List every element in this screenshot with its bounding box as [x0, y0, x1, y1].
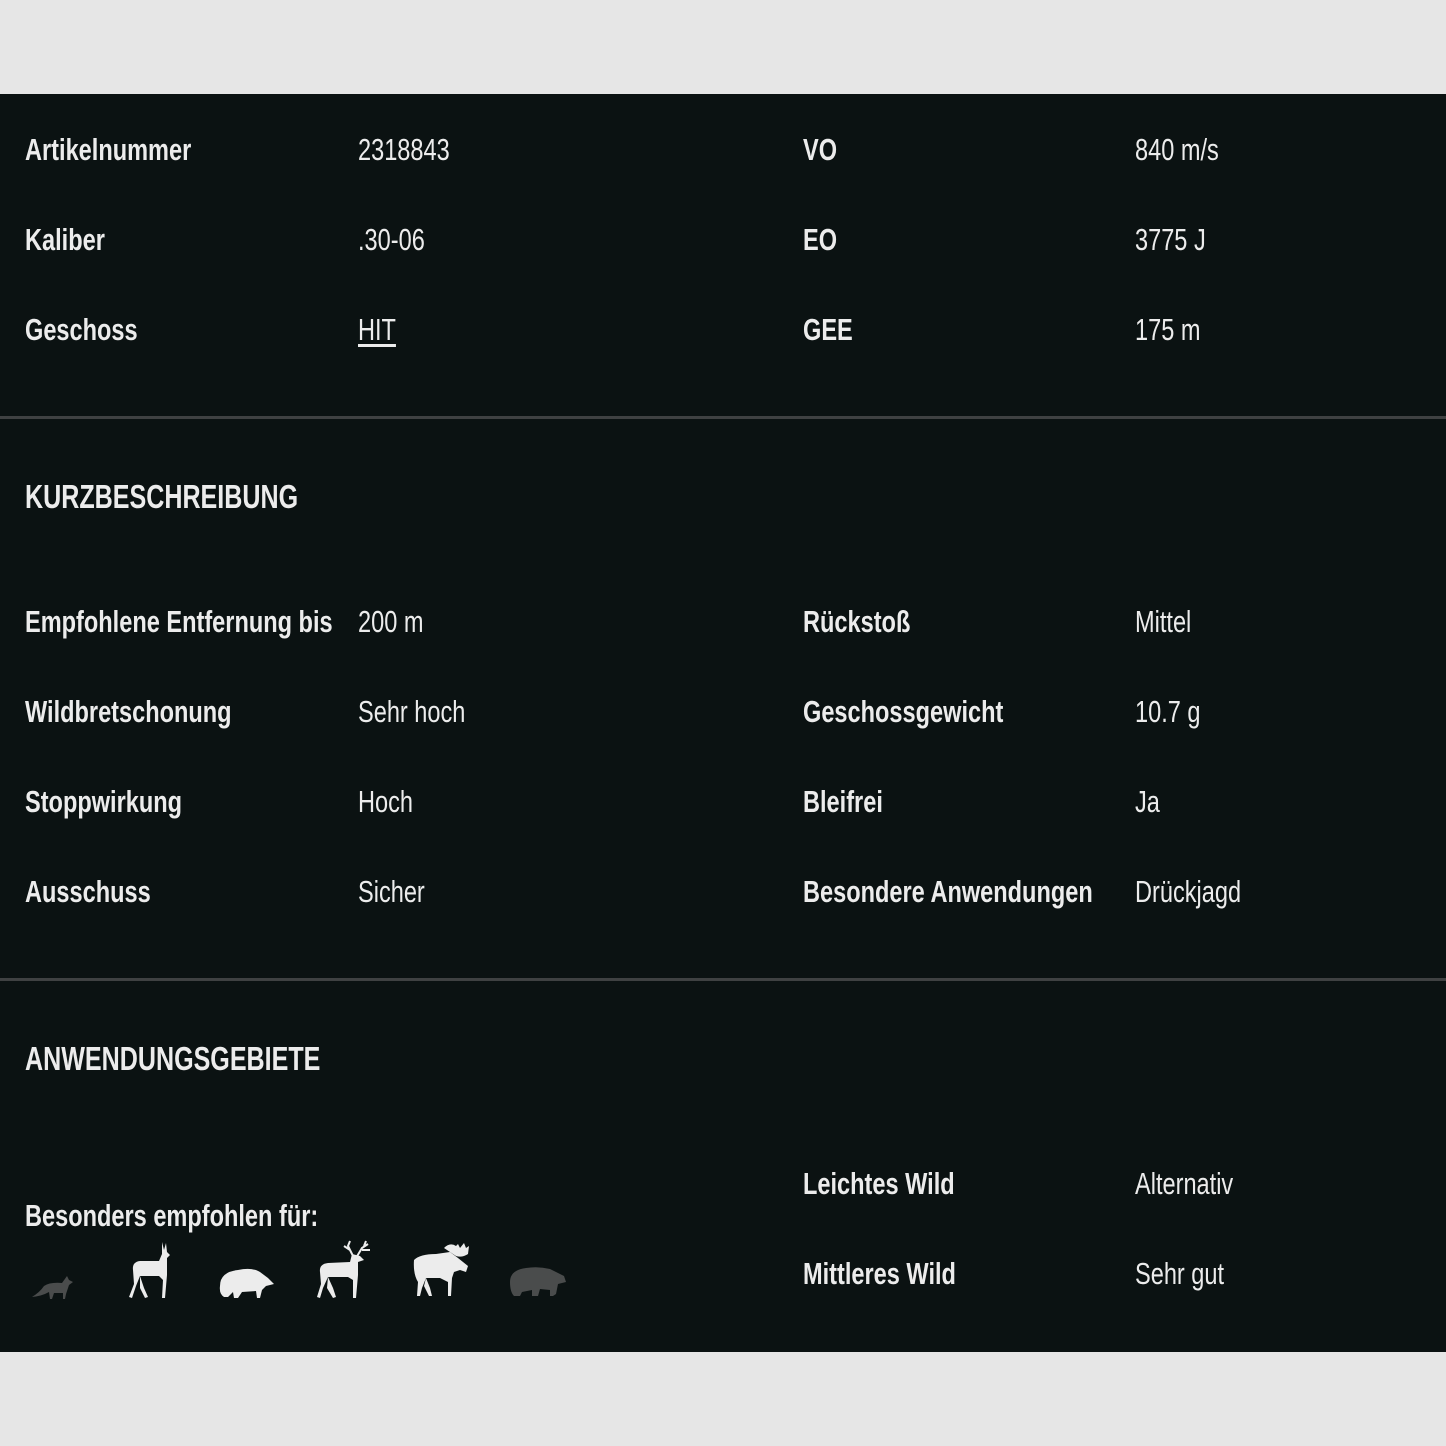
section-heading-kurzbeschreibung: KURZBESCHREIBUNG	[25, 478, 299, 515]
bullet-link[interactable]: HIT	[358, 312, 396, 347]
row-label: Ausschuss	[25, 874, 151, 909]
row-label: Besondere Anwendungen	[803, 874, 1093, 909]
section-heading-anwendungsgebiete: ANWENDUNGSGEBIETE	[25, 1040, 321, 1077]
spec-label: VO	[803, 132, 838, 167]
red-deer-icon	[314, 1240, 376, 1300]
spec-value: .30-06	[358, 222, 425, 257]
row-value: Drückjagd	[1135, 874, 1242, 909]
spec-value: 3775 J	[1135, 222, 1206, 257]
recommended-label: Besonders empfohlen für:	[25, 1198, 319, 1233]
spec-value: 175 m	[1135, 312, 1201, 347]
row-value: Sehr gut	[1135, 1256, 1225, 1291]
spec-label: Kaliber	[25, 222, 105, 257]
bear-icon	[506, 1264, 568, 1300]
section-divider	[0, 416, 1446, 419]
row-value: Sehr hoch	[358, 694, 466, 729]
row-label: Mittleres Wild	[803, 1256, 956, 1291]
row-value: Sicher	[358, 874, 425, 909]
roe-deer-icon	[126, 1240, 176, 1300]
row-value: 10.7 g	[1135, 694, 1201, 729]
row-value: 200 m	[358, 604, 424, 639]
spec-value: 840 m/s	[1135, 132, 1219, 167]
row-label: Stoppwirkung	[25, 784, 183, 819]
row-value: Hoch	[358, 784, 414, 819]
spec-label: EO	[803, 222, 838, 257]
moose-icon	[410, 1242, 472, 1298]
row-label: Rückstoß	[803, 604, 911, 639]
wild-boar-icon	[216, 1264, 276, 1300]
spec-label: Artikelnummer	[25, 132, 192, 167]
row-value: Ja	[1135, 784, 1160, 819]
spec-value: 2318843	[358, 132, 450, 167]
row-value: Alternativ	[1135, 1166, 1234, 1201]
fox-icon	[30, 1270, 76, 1300]
row-label: Bleifrei	[803, 784, 883, 819]
row-label: Empfohlene Entfernung bis	[25, 604, 333, 639]
row-value: Mittel	[1135, 604, 1192, 639]
row-label: Geschossgewicht	[803, 694, 1004, 729]
row-label: Leichtes Wild	[803, 1166, 955, 1201]
section-divider	[0, 978, 1446, 981]
row-label: Wildbretschonung	[25, 694, 232, 729]
spec-label: GEE	[803, 312, 853, 347]
spec-label: Geschoss	[25, 312, 138, 347]
